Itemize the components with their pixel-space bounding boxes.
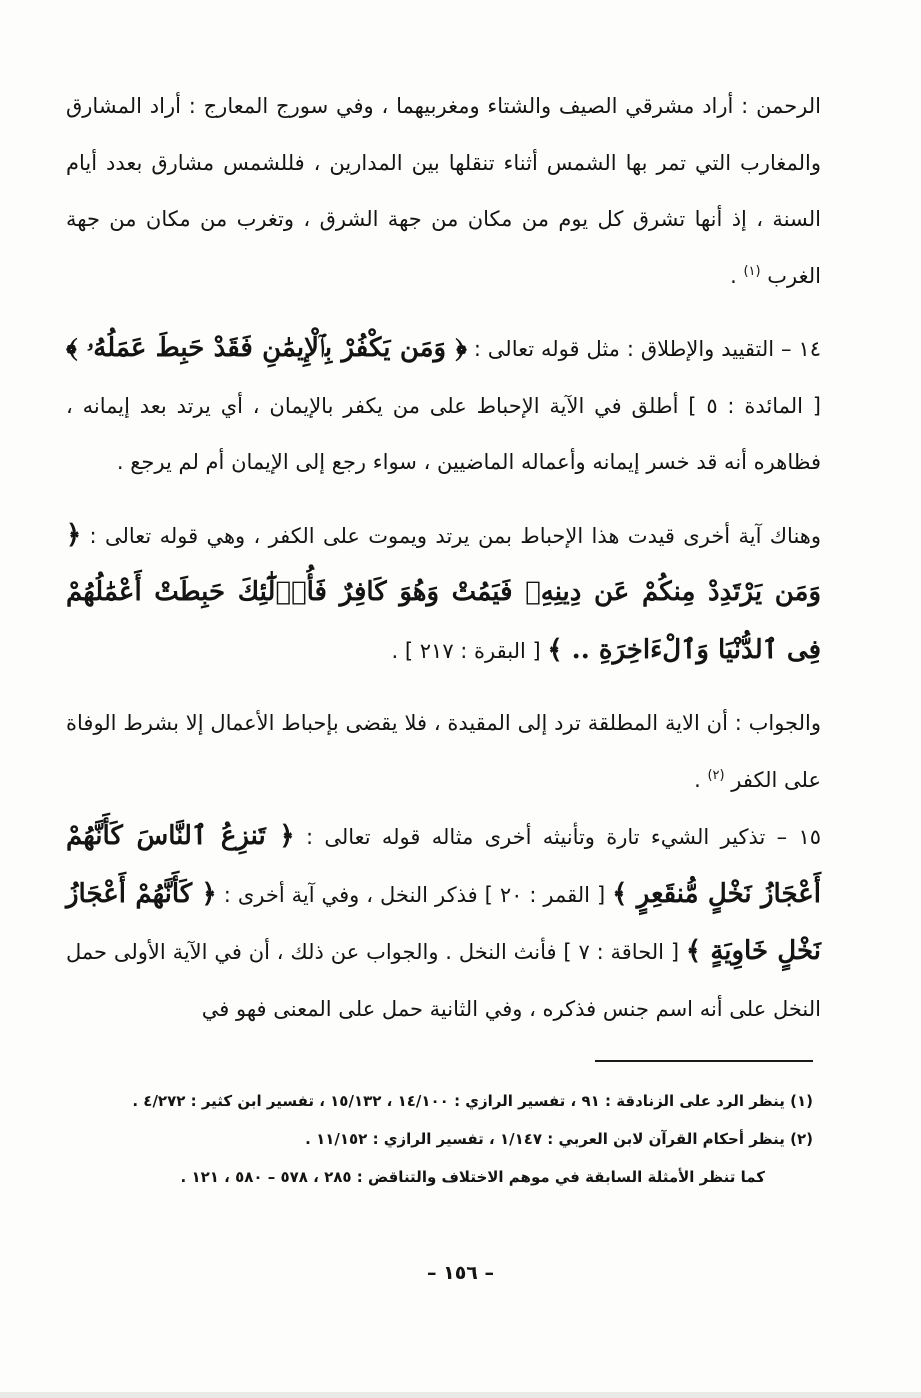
body-text bbox=[66, 78, 821, 1037]
paragraph-solar-orbits bbox=[66, 78, 821, 304]
paragraph-text: [ المائدة : ٥ ] أطلق في الآية الإحباط على من يكفر بالإيمان ، أي يرتد بعد إيمانه ، فظاهره أنه قد خسر إيمانه وأعماله الماضيين ، سواء رجع إلى الإيمان أم لم يرجع . bbox=[66, 393, 821, 474]
paragraph-text: [ البقرة : ٢١٧ ] . bbox=[391, 638, 548, 663]
paragraph-text: ١٤ – التقييد والإطلاق : مثل قوله تعالى : bbox=[466, 337, 821, 361]
footnote-ref-1: (١) bbox=[743, 263, 761, 279]
paragraph-answer bbox=[66, 695, 821, 808]
footnote-separator bbox=[595, 1060, 813, 1062]
paragraph-text: ١٥ – تذكير الشيء تارة وتأنيثه أخرى مثاله قوله تعالى : bbox=[294, 825, 821, 849]
quran-verse: ﴿ وَمَن يَرْتَدِدْ مِنكُمْ عَن دِينِهِۦ فَيَمُتْ وَهُوَ كَافِرٌ فَأُو۟لَٰٓئِكَ حَبِطَتْ أَعْمَٰلُهُمْ فِى ٱلدُّنْيَا وَٱلْءَاخِرَةِ .. ﴾ bbox=[66, 519, 821, 665]
page-number: – ١٥٦ – bbox=[426, 1262, 495, 1284]
footnote-ref-2: (٢) bbox=[707, 767, 725, 783]
paragraph-restriction-and-absolute bbox=[66, 320, 821, 491]
paragraph-text: والجواب : أن الاية المطلقة ترد إلى المقيدة ، فلا يقضى بإحباط الأعمال إلا بشرط الوفاة على الكفر bbox=[66, 711, 821, 792]
footnote-additional-references: كما تنظر الأمثلة السابقة في موهم الاختلاف والتناقض : ٢٨٥ ، ٥٧٨ – ٥٨٠ ، ١٢١ . bbox=[180, 1168, 765, 1186]
paragraph-text: [ القمر : ٢٠ ] فذكر النخل ، وفي آية أخرى : bbox=[216, 882, 613, 907]
footnotes bbox=[73, 1082, 813, 1196]
paragraph-restricting-verse bbox=[66, 507, 821, 680]
quran-verse: ﴿ وَمَن يَكْفُرْ بِٱلْإِيمَٰنِ فَقَدْ حَبِطَ عَمَلُهُۥ ﴾ bbox=[66, 333, 467, 363]
quran-verse: ﴿ كَأَنَّهُمْ أَعْجَازُ نَخْلٍ خَاوِيَةٍ ﴾ bbox=[66, 878, 821, 966]
paragraph-masculine-feminine bbox=[66, 808, 821, 1037]
paragraph-end: . bbox=[694, 767, 708, 792]
paragraph-end: . bbox=[730, 263, 744, 288]
paragraph-text: [ الحاقة : ٧ ] فأنث النخل . والجواب عن ذلك ، أن في الآية الأولى حمل النخل على أنه اسم جنس فذكره ، وفي الثانية حمل على المعنى فهو في bbox=[66, 940, 821, 1021]
footnote-2: (٢) ينظر أحكام القرآن لابن العربي : ١/١٤٧ ، تفسير الرازي : ١١/١٥٢ . bbox=[305, 1130, 813, 1148]
paragraph-text: وهناك آية أخرى قيدت هذا الإحباط بمن يرتد ويموت على الكفر ، وهي قوله تعالى : bbox=[81, 523, 821, 548]
page-bottom-edge bbox=[0, 1392, 921, 1398]
footnote-1: (١) ينظر الرد على الزنادقة : ٩١ ، تفسير الرازي : ١٤/١٠٠ ، ١٥/١٣٢ ، تفسير ابن كثير : ٤/٢٧٢ . bbox=[132, 1092, 813, 1110]
quran-verse: ﴿ تَنزِعُ ٱلنَّاسَ كَأَنَّهُمْ أَعْجَازُ نَخْلٍ مُّنقَعِرٍ ﴾ bbox=[66, 821, 821, 909]
paragraph-text: الرحمن : أراد مشرقي الصيف والشتاء ومغربيهما ، وفي سورج المعارج : أراد المشارق والمغارب التي تمر بها الشمس أثناء تنقلها بين المدارين ، فللشمس مشارق بعدد أيام السنة ، إذ أنها تشرق كل يوم من مكان من جهة الشرق ، وتغرب من مكان من جهة الغرب bbox=[66, 94, 821, 288]
